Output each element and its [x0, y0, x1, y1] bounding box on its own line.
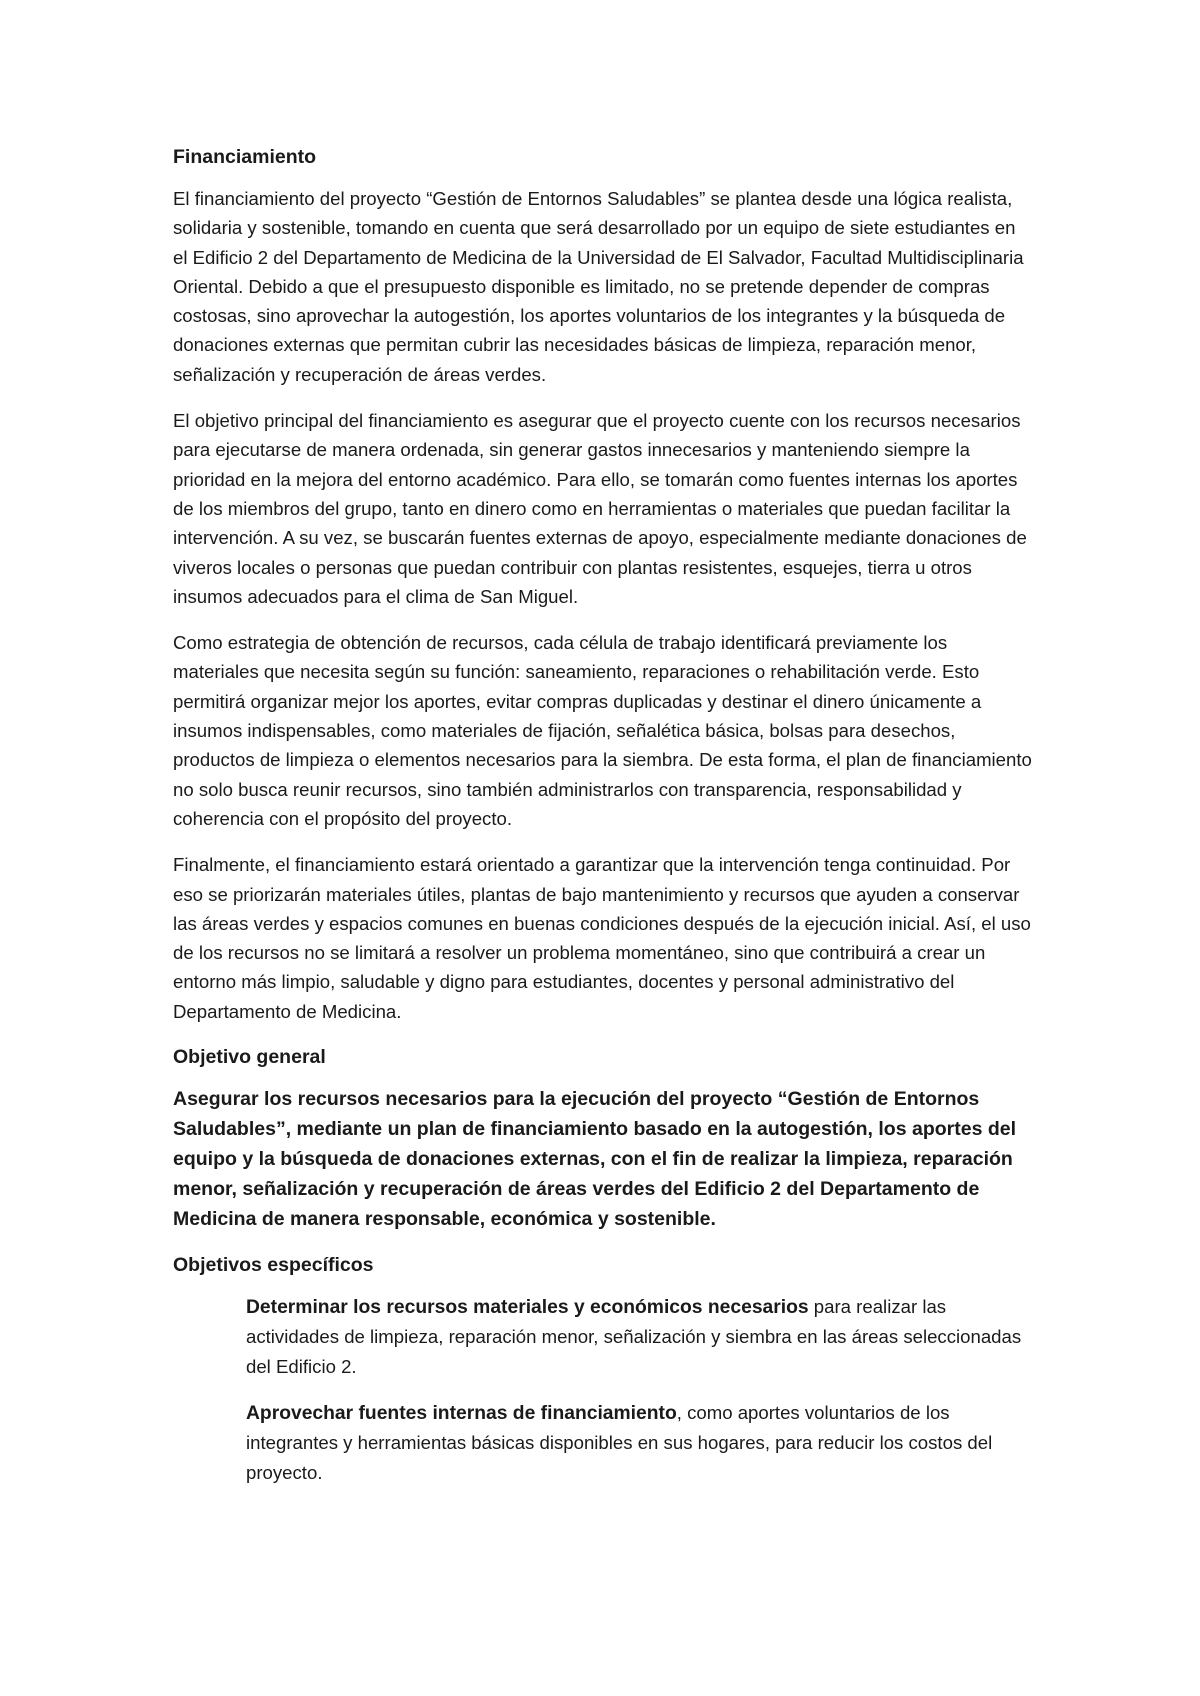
specific-objective-text: , como aportes voluntarios de los integrantes y herramientas básicas disponibles en sus hogares, para reducir los costos del proyecto. — [246, 1401, 993, 1483]
heading-specific-objectives: Objetivos específicos — [173, 1254, 374, 1277]
specific-objective-item — [246, 1292, 1026, 1381]
specific-objectives-list — [246, 1292, 1026, 1487]
paragraph-financing-continuity: Finalmente, el financiamiento estará orientado a garantizar que la intervención tenga continuidad. Por eso se priorizarán materiales útiles, plantas de bajo mantenimiento y recursos que ayuden a conservar las áreas verdes y espacios comunes en buenas condiciones después de la ejecución inicial. Así, el uso de los recursos no se limitará a resolver un problema momentáneo, sino que contribuirá a crear un entorno más limpio, saludable y digno para estudiantes, docentes y personal administrativo del Departamento de Medicina. — [173, 854, 1031, 1022]
general-objective-text: Asegurar los recursos necesarios para la ejecución del proyecto “Gestión de Entornos Saludables”, mediante un plan de financiamiento basado en la autogestión, los aportes del equipo y la búsqueda de donaciones externas, con el fin de realizar la limpieza, reparación menor, señalización y recuperación de áreas verdes del Edificio 2 del Departamento de Medicina de manera responsable, económica y sostenible. — [173, 1088, 1017, 1231]
specific-objective-lead: Aprovechar fuentes internas de financiamiento — [246, 1402, 677, 1424]
heading-general-objective: Objetivo general — [173, 1046, 326, 1069]
paragraph-financing-strategy: Como estrategia de obtención de recursos, cada célula de trabajo identificará previamente los materiales que necesita según su función: saneamiento, reparaciones o rehabilitación verde. Esto permitirá organizar mejor los aportes, evitar compras duplicadas y destinar el dinero únicamente a insumos indispensables, como materiales de fijación, señalética básica, bolsas para desechos, productos de limpieza o elementos necesarios para la siembra. De esta forma, el plan de financiamiento no solo busca reunir recursos, sino también administrarlos con transparencia, responsabilidad y coherencia con el propósito del proyecto. — [173, 632, 1032, 829]
specific-objective-lead: Determinar los recursos materiales y económicos necesarios — [246, 1297, 809, 1319]
specific-objective-item — [246, 1398, 1026, 1487]
heading-financing: Financiamiento — [173, 146, 317, 168]
paragraph-financing-intro: El financiamiento del proyecto “Gestión de Entornos Saludables” se plantea desde una lógica realista, solidaria y sostenible, tomando en cuenta que será desarrollado por un equipo de siete estudiantes en el Edificio 2 del Departamento de Medicina de la Universidad de El Salvador, Facultad Multidisciplinaria Oriental. Debido a que el presupuesto disponible es limitado, no se pretende depender de compras costosas, sino aprovechar la autogestión, los aportes voluntarios de los integrantes y la búsqueda de donaciones externas que permitan cubrir las necesidades básicas de limpieza, reparación menor, señalización y recuperación de áreas verdes. — [173, 188, 1024, 385]
paragraph-financing-objective: El objetivo principal del financiamiento es asegurar que el proyecto cuente con los recursos necesarios para ejecutarse de manera ordenada, sin generar gastos innecesarios y manteniendo siempre la prioridad en la mejora del entorno académico. Para ello, se tomarán como fuentes internas los aportes de los miembros del grupo, tanto en dinero como en herramientas o materiales que puedan facilitar la intervención. A su vez, se buscarán fuentes externas de apoyo, especialmente mediante donaciones de viveros locales o personas que puedan contribuir con plantas resistentes, esquejes, tierra u otros insumos adecuados para el clima de San Miguel. — [173, 410, 1027, 607]
specific-objective-text: para realizar las actividades de limpieza, reparación menor, señalización y siembra en las áreas seleccionadas del Edificio 2. — [246, 1296, 1022, 1377]
document-content — [173, 143, 1035, 1504]
